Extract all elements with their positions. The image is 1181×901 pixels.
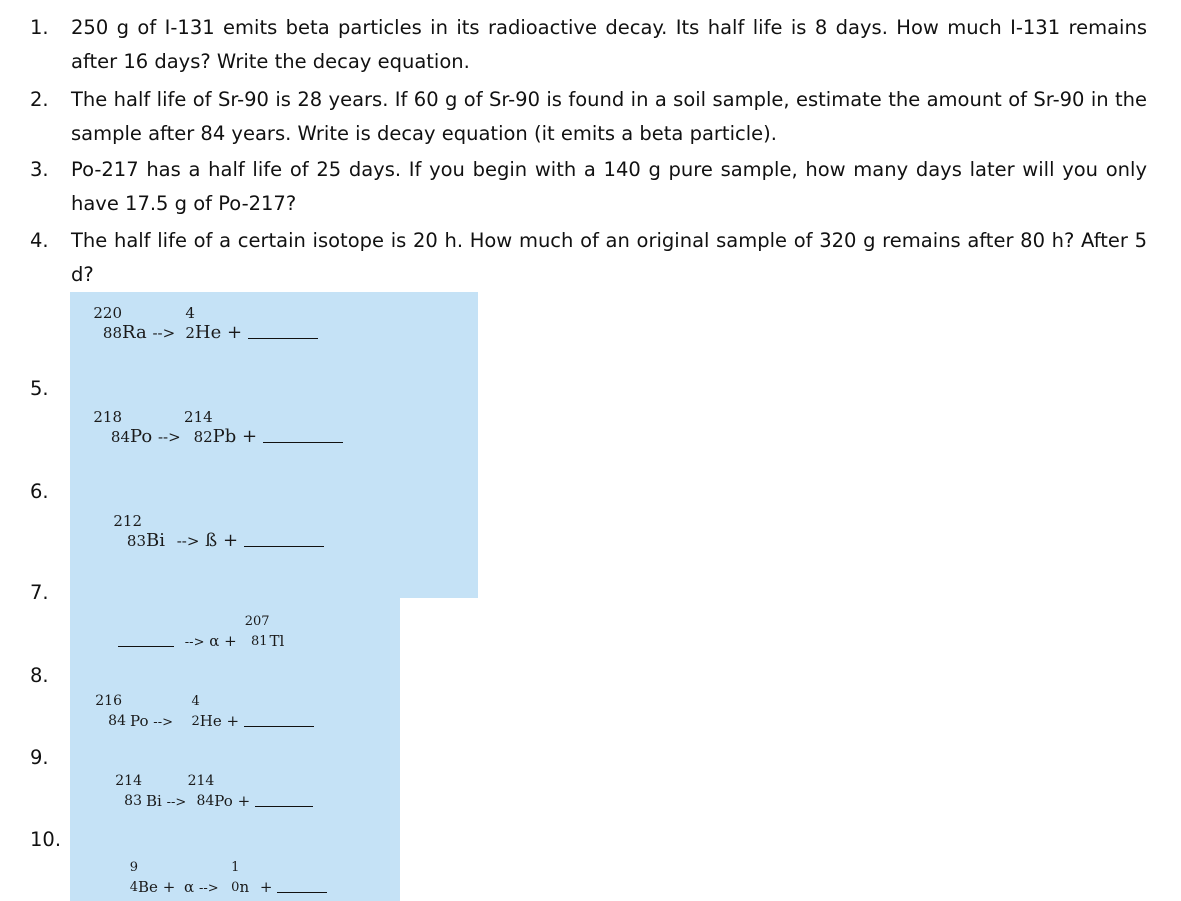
equation-alpha-tl [118,614,285,654]
plus-sign: + [242,426,258,447]
mass-number: 218 [93,408,122,426]
beta-particle: ß [205,530,218,551]
question-1 [0,11,1181,79]
question-number: 4. [30,229,49,252]
atomic-number: 0 [231,880,240,895]
reactant-isotope [110,512,146,554]
equation-bi-beta-decay [110,512,324,554]
atomic-number: 81 [250,634,268,649]
answer-blank[interactable] [118,632,174,647]
atomic-number: 84 [108,713,126,729]
atomic-number: 2 [185,324,195,342]
element-symbol: Bi [146,530,165,551]
plus-sign: + [162,878,176,896]
equation-number: 6. [30,480,49,503]
mass-number: 207 [244,614,270,629]
element-symbol: Po [130,712,149,730]
product-isotope [184,694,200,734]
element-symbol: Po [214,792,233,810]
plus-sign: + [237,792,251,810]
mass-number: 216 [95,693,122,709]
product-isotope [242,614,270,654]
plus-sign: + [226,712,240,730]
mass-number: 214 [115,773,142,789]
product-isotope [181,304,195,346]
question-text: 250 g of I-131 emits beta particles in its radioactive decay. Its half life is 8 days. How much I-131 remains after 16 days? Write the decay equation. [71,16,1147,73]
mass-number: 4 [185,304,195,322]
equation-bi214-decay [114,773,313,814]
product-isotope [186,773,215,814]
question-3 [0,153,1181,221]
answer-blank[interactable] [263,428,343,443]
alpha-particle: α [184,878,195,896]
equation-number: 7. [30,581,49,604]
atomic-number: 4 [129,880,138,895]
element-symbol: He [199,712,222,730]
answer-blank[interactable] [255,792,313,807]
element-symbol: Pb [212,426,237,447]
element-symbol: n [239,878,250,896]
element-symbol: He [194,322,222,343]
question-text: The half life of a certain isotope is 20 h. How much of an original sample of 320 g remains after 80 h? After 5 d? [71,229,1147,286]
mass-number: 9 [129,860,138,875]
reactant-isotope [93,304,122,346]
answer-blank[interactable] [277,878,327,893]
element-symbol: Tl [269,632,285,650]
element-symbol: Be [138,878,158,896]
arrow: --> [184,635,205,650]
arrow: --> [157,428,181,446]
arrow: --> [153,715,173,730]
atomic-number: 82 [193,428,213,446]
plus-sign: + [226,322,243,343]
arrow: --> [176,532,200,550]
question-text: Po-217 has a half life of 25 days. If you begin with a 140 g pure sample, how many days later will you only have 17.5 g of Po-217? [71,158,1147,215]
reactant-isotope [95,693,126,734]
equation-po-decay [93,408,343,450]
arrow: --> [166,795,187,810]
mass-number: 220 [93,304,122,322]
atomic-number: 84 [196,793,215,809]
question-text: The half life of Sr-90 is 28 years. If 60 g of Sr-90 is found in a soil sample, estimate the amount of Sr-90 in the sample after 84 years. Write is decay equation (it emits a beta particle). [71,88,1147,145]
plus-sign: + [224,632,237,650]
product-isotope [181,408,213,450]
reactant-isotope [126,860,138,900]
element-symbol: Bi [146,792,162,810]
mass-number: 4 [191,694,200,709]
question-4 [0,224,1181,292]
equation-number: 9. [30,746,49,769]
question-2 [0,83,1181,151]
answer-blank[interactable] [248,324,318,339]
equation-number: 8. [30,664,49,687]
element-symbol: Ra [122,322,147,343]
atomic-number: 83 [124,793,142,809]
mass-number: 214 [184,408,213,426]
arrow: --> [152,324,176,342]
reactant-isotope [93,408,130,450]
element-symbol: Po [130,426,153,447]
atomic-number: 88 [102,324,122,342]
equation-ra-decay [93,304,318,346]
atomic-number: 84 [110,428,130,446]
equation-be-alpha [126,860,327,900]
mass-number: 1 [231,860,240,875]
product-isotope [227,860,240,900]
question-number: 2. [30,88,49,111]
alpha-particle: α [209,632,220,650]
atomic-number: 2 [191,714,200,729]
answer-blank[interactable] [244,712,314,727]
mass-number: 214 [187,773,215,789]
arrow: --> [198,881,219,896]
plus-sign: + [259,878,273,896]
equation-po216-decay [95,693,314,734]
mass-number: 212 [113,512,142,530]
plus-sign: + [222,530,239,551]
answer-blank[interactable] [244,532,324,547]
reactant-isotope [114,773,142,814]
equation-number: 10. [30,828,62,851]
question-number: 1. [30,16,49,39]
equation-number: 5. [30,377,49,400]
question-number: 3. [30,158,49,181]
atomic-number: 83 [126,532,146,550]
